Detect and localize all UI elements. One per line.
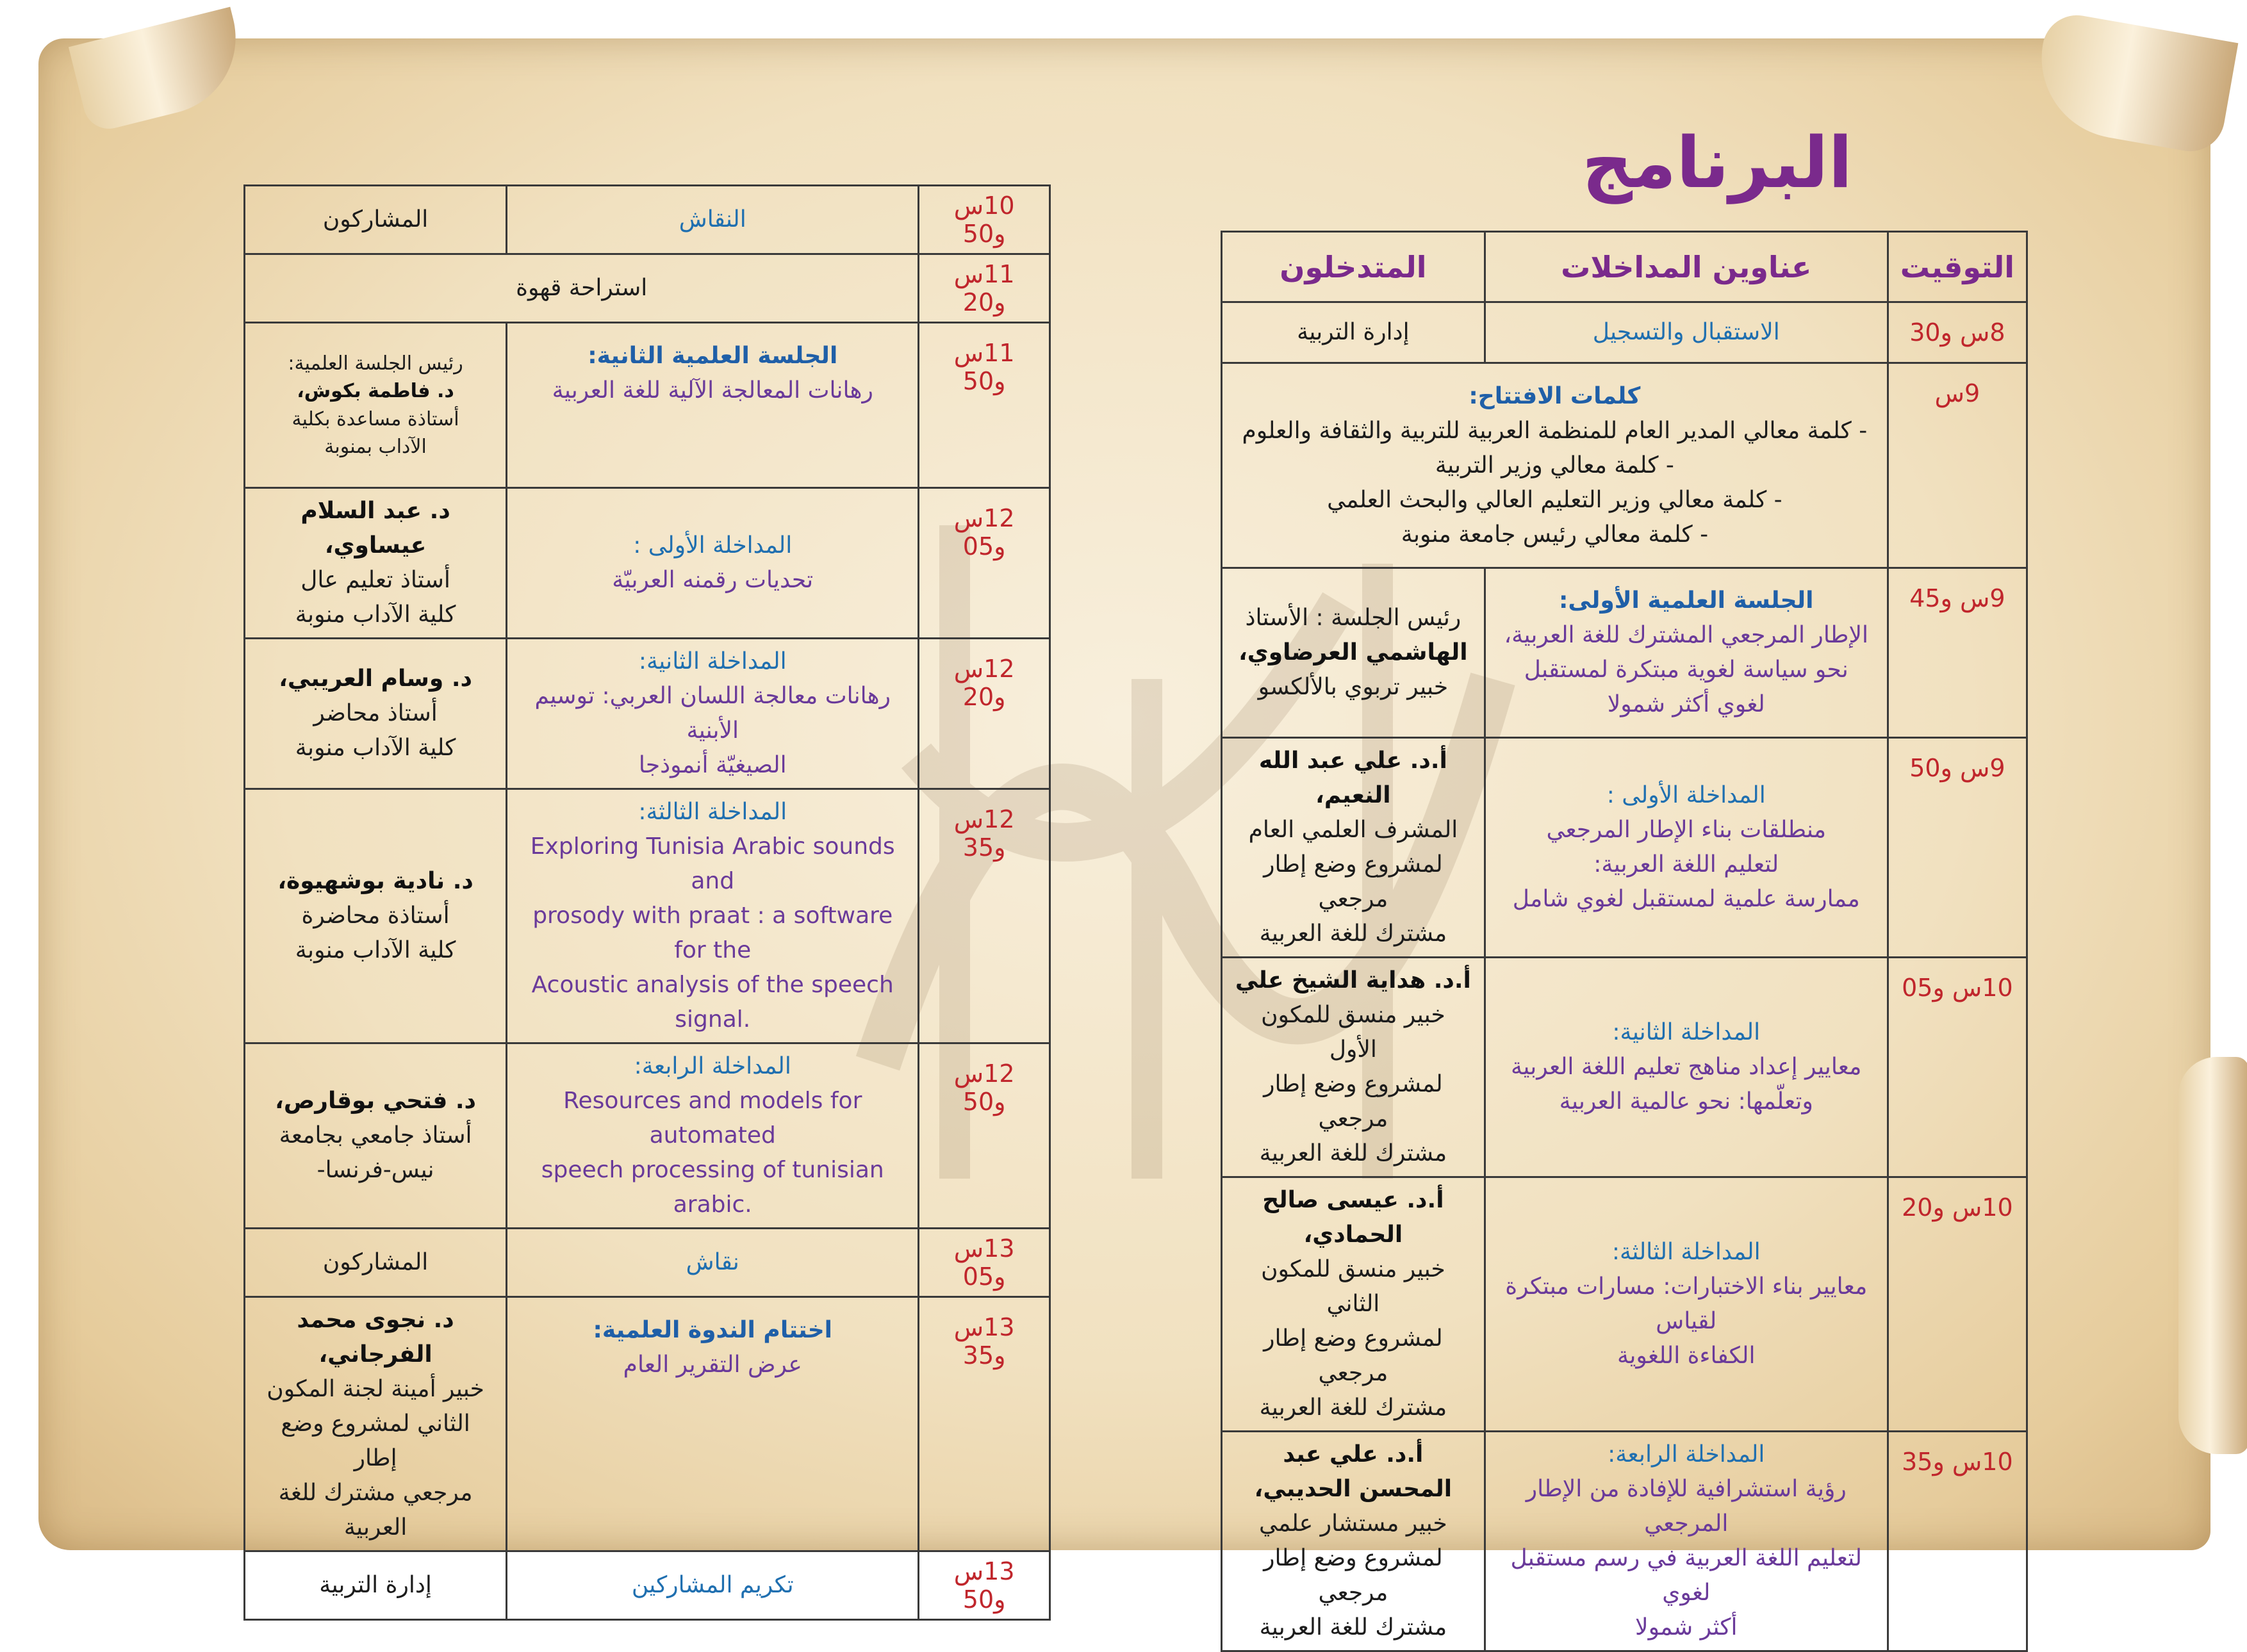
speaker-label: رئيس الجلسة العلمية: xyxy=(288,352,463,375)
speaker-line: خبير مستشار علمي xyxy=(1259,1510,1447,1537)
speaker-line: المشرف العلمي العام xyxy=(1248,817,1458,843)
title-line: نحو سياسة لغوية مبتكرة لمستقبل xyxy=(1524,657,1848,683)
coffee-break-cell: استراحة قهوة xyxy=(245,254,919,323)
session-heading: الجلسة العلمية الأولى: xyxy=(1559,587,1814,614)
table-row xyxy=(245,1551,1050,1620)
speaker-cell: المشاركون xyxy=(245,1229,507,1297)
time-cell: 9س و45 xyxy=(1888,568,2027,738)
table-row xyxy=(245,789,1050,1043)
talk-label: المداخلة الثالثة: xyxy=(638,799,787,825)
table-row xyxy=(1222,568,2027,738)
speaker-name: د. نجوى محمد الفرجاني، xyxy=(297,1307,454,1368)
closing-heading: اختتام الندوة العلمية: xyxy=(593,1317,833,1343)
bullet-item: - كلمة معالي وزير التربية xyxy=(1435,452,1674,478)
title-line-en: speech processing of tunisian arabic. xyxy=(541,1157,884,1218)
title-line: الإطار المرجعي المشترك للغة العربية، xyxy=(1504,622,1868,648)
title-cell xyxy=(507,323,919,488)
speaker-name: أ.د. علي عبد المحسن الحديبي، xyxy=(1254,1441,1453,1502)
speaker-cell xyxy=(1222,958,1485,1177)
table-row xyxy=(1222,302,2027,363)
bullet-item: - كلمة معالي المدير العام للمنظمة العربية للتربية والثقافة والعلوم xyxy=(1242,417,1868,444)
table-row xyxy=(1222,1177,2027,1432)
speaker-name: أ.د. هداية الشيخ علي xyxy=(1235,967,1471,994)
title-cell xyxy=(1485,568,1888,738)
speaker-line: مشترك للغة العربية xyxy=(1259,1140,1447,1166)
title-line-en: Acoustic analysis of the speech signal. xyxy=(531,972,894,1033)
title-line: منطلقات بناء الإطار المرجعي xyxy=(1546,817,1827,843)
title-line: ممارسة علمية لمستقبل لغوي شامل xyxy=(1512,886,1860,912)
title-cell xyxy=(507,639,919,789)
speaker-line: خبير منسق للمكون الثاني xyxy=(1261,1256,1445,1317)
header-titles: عناوين المداخلات xyxy=(1485,232,1888,302)
title-line-en: Exploring Tunisia Arabic sounds and xyxy=(530,833,895,894)
table-header-row xyxy=(1222,232,2027,302)
speaker-line: أستاذ جامعي بجامعة xyxy=(279,1122,472,1149)
title-line: تحديات رقمنه العربيّة xyxy=(612,567,814,593)
table-row xyxy=(245,254,1050,323)
table-row xyxy=(245,1043,1050,1229)
table-row xyxy=(1222,738,2027,958)
program-table-left xyxy=(243,184,1051,1621)
speaker-cell xyxy=(245,488,507,639)
speaker-line: مشترك للغة العربية xyxy=(1259,1614,1447,1640)
time-cell: 12س و35 xyxy=(919,789,1050,1043)
speaker-line: الثاني لمشروع وضع إطار xyxy=(281,1411,470,1471)
program-table-right xyxy=(1221,231,2028,1652)
title-line: الصيغيّة أنموذجا xyxy=(638,752,787,778)
time-cell: 10س و05 xyxy=(1888,958,2027,1177)
speaker-cell: إدارة التربية xyxy=(1222,302,1485,363)
speaker-line: أستاذ محاضر xyxy=(313,700,438,726)
time-cell: 10س و35 xyxy=(1888,1432,2027,1651)
title-cell xyxy=(507,1043,919,1229)
speaker-line: خبير تربوي بالألكسو xyxy=(1258,674,1449,700)
time-cell: 12س و20 xyxy=(919,639,1050,789)
title-line-en: Resources and models for automated xyxy=(563,1088,862,1149)
speaker-name: د. فاطمة بكوش، xyxy=(297,380,454,402)
title-line-en: prosody with praat : a software for the xyxy=(532,903,893,963)
table-row xyxy=(245,488,1050,639)
speaker-line: مرجعي مشترك للغة xyxy=(278,1480,473,1506)
header-speakers: المتدخلون xyxy=(1222,232,1485,302)
speaker-cell xyxy=(1222,738,1485,958)
time-cell: 9س xyxy=(1888,363,2027,568)
speaker-cell xyxy=(245,1297,507,1551)
speaker-line: مشترك للغة العربية xyxy=(1259,1394,1447,1421)
speaker-cell xyxy=(245,789,507,1043)
talk-label: المداخلة الثانية: xyxy=(638,648,787,675)
speaker-line: لمشروع وضع إطار مرجعي xyxy=(1263,851,1443,912)
talk-label: المداخلة الثالثة: xyxy=(1611,1239,1761,1265)
speaker-cell xyxy=(245,1043,507,1229)
time-cell: 12س و05 xyxy=(919,488,1050,639)
title-line: لتعليم اللغة العربية في رسم مستقبل لغوي xyxy=(1510,1545,1862,1606)
title-cell: نقاش xyxy=(507,1229,919,1297)
title-cell: الاستقبال والتسجيل xyxy=(1485,302,1888,363)
speaker-label: رئيس الجلسة : الأستاذ xyxy=(1245,605,1461,631)
speaker-cell: إدارة التربية xyxy=(245,1551,507,1620)
session-heading: الجلسة العلمية الثانية: xyxy=(588,343,838,369)
table-row xyxy=(245,1297,1050,1551)
speaker-cell xyxy=(1222,568,1485,738)
talk-label: المداخلة الأولى : xyxy=(1606,782,1766,808)
speaker-line: خبير أمينة لجنة المكون xyxy=(267,1376,484,1402)
bullet-item: - كلمة معالي وزير التعليم العالي والبحث العلمي xyxy=(1327,486,1782,513)
title-line: لغوي أكثر شمولا xyxy=(1607,691,1765,717)
table-row xyxy=(1222,363,2027,568)
speaker-line: أستاذة مساعدة بكلية xyxy=(292,407,459,430)
speaker-line: كلية الآداب منوبة xyxy=(295,735,456,761)
time-cell: 10س و50 xyxy=(919,186,1050,254)
scroll-curl-right xyxy=(2178,1057,2247,1454)
speaker-cell: المشاركون xyxy=(245,186,507,254)
speaker-cell xyxy=(1222,1432,1485,1651)
speaker-name: د. فتحي بوقارص، xyxy=(275,1088,476,1114)
talk-label: المداخلة الثانية: xyxy=(1612,1019,1761,1045)
table-row xyxy=(245,186,1050,254)
table-row xyxy=(1222,1432,2027,1651)
speaker-line: لمشروع وضع إطار مرجعي xyxy=(1263,1545,1443,1606)
title-cell xyxy=(1485,738,1888,958)
speaker-line: لمشروع وضع إطار مرجعي xyxy=(1263,1071,1443,1132)
speaker-name: أ.د. عيسى صالح الحمادي، xyxy=(1262,1187,1444,1248)
talk-label: المداخلة الرابعة: xyxy=(634,1053,791,1079)
page-title: البرنامج xyxy=(1581,122,1853,204)
time-cell: 13س و50 xyxy=(919,1551,1050,1620)
speaker-name: د. نادية بوشهيوة، xyxy=(277,868,473,894)
title-line: الكفاءة اللغوية xyxy=(1617,1343,1756,1369)
speaker-line: أستاذ تعليم عال xyxy=(300,567,450,593)
speaker-name: د. وسام العريبي، xyxy=(279,666,472,692)
speaker-name: الهاشمي العرضاوي، xyxy=(1239,639,1468,666)
title-cell xyxy=(1485,1177,1888,1432)
title-line: معايير بناء الاختبارات: مسارات مبتكرة لقياس xyxy=(1505,1273,1868,1334)
title-line: رهانات المعالجة الآلية للغة العربية xyxy=(552,377,873,404)
speaker-line: العربية xyxy=(343,1514,407,1541)
opening-heading: كلمات الافتتاح: xyxy=(1469,382,1641,409)
title-cell xyxy=(507,488,919,639)
speaker-line: خبير منسق للمكون الأول xyxy=(1261,1002,1445,1063)
title-line: أكثر شمولا xyxy=(1635,1614,1738,1640)
speaker-name: أ.د. علي عبد الله النعيم، xyxy=(1258,748,1447,808)
time-cell: 9س و50 xyxy=(1888,738,2027,958)
speaker-line: أستاذة محاضرة xyxy=(301,903,450,929)
talk-label: المداخلة الرابعة: xyxy=(1608,1441,1765,1468)
table-row xyxy=(245,1229,1050,1297)
title-line: رؤية استشرافية للإفادة من الإطار المرجعي xyxy=(1526,1476,1847,1537)
time-cell: 13س و05 xyxy=(919,1229,1050,1297)
speaker-line: نيس-فرنسا- xyxy=(317,1157,434,1183)
time-cell: 12س و50 xyxy=(919,1043,1050,1229)
time-cell: 11س و20 xyxy=(919,254,1050,323)
title-cell xyxy=(1485,958,1888,1177)
table-row xyxy=(245,639,1050,789)
time-cell: 8س و30 xyxy=(1888,302,2027,363)
title-cell xyxy=(507,1297,919,1551)
time-cell: 10س و20 xyxy=(1888,1177,2027,1432)
title-cell xyxy=(1485,1432,1888,1651)
title-line: لتعليم اللغة العربية: xyxy=(1593,851,1779,878)
bullet-item: - كلمة معالي رئيس جامعة منوبة xyxy=(1401,521,1709,548)
speaker-name: د. عبد السلام عيساوي، xyxy=(300,498,450,559)
time-cell: 11س و50 xyxy=(919,323,1050,488)
time-cell: 13س و35 xyxy=(919,1297,1050,1551)
title-line: عرض التقرير العام xyxy=(623,1352,802,1378)
opening-speeches-cell xyxy=(1222,363,1888,568)
table-row xyxy=(1222,958,2027,1177)
title-line: وتعلّمها: نحو عالمية العربية xyxy=(1559,1088,1813,1115)
speaker-line: مشترك للغة العربية xyxy=(1259,920,1447,947)
table-row xyxy=(245,323,1050,488)
title-cell: النقاش xyxy=(507,186,919,254)
header-time: التوقيت xyxy=(1888,232,2027,302)
speaker-line: الآداب بمنوبة xyxy=(324,436,427,458)
speaker-cell xyxy=(245,323,507,488)
title-line: معايير إعداد مناهج تعليم اللغة العربية xyxy=(1511,1054,1862,1080)
speaker-cell xyxy=(245,639,507,789)
speaker-line: لمشروع وضع إطار مرجعي xyxy=(1263,1325,1443,1386)
speaker-line: كلية الآداب منوبة xyxy=(295,937,456,963)
speaker-cell xyxy=(1222,1177,1485,1432)
speaker-line: كلية الآداب منوبة xyxy=(295,601,456,628)
title-line: رهانات معالجة اللسان العربي: توسيم الأبنية xyxy=(534,683,891,744)
title-cell xyxy=(507,789,919,1043)
talk-label: المداخلة الأولى : xyxy=(633,532,793,559)
title-cell: تكريم المشاركين xyxy=(507,1551,919,1620)
